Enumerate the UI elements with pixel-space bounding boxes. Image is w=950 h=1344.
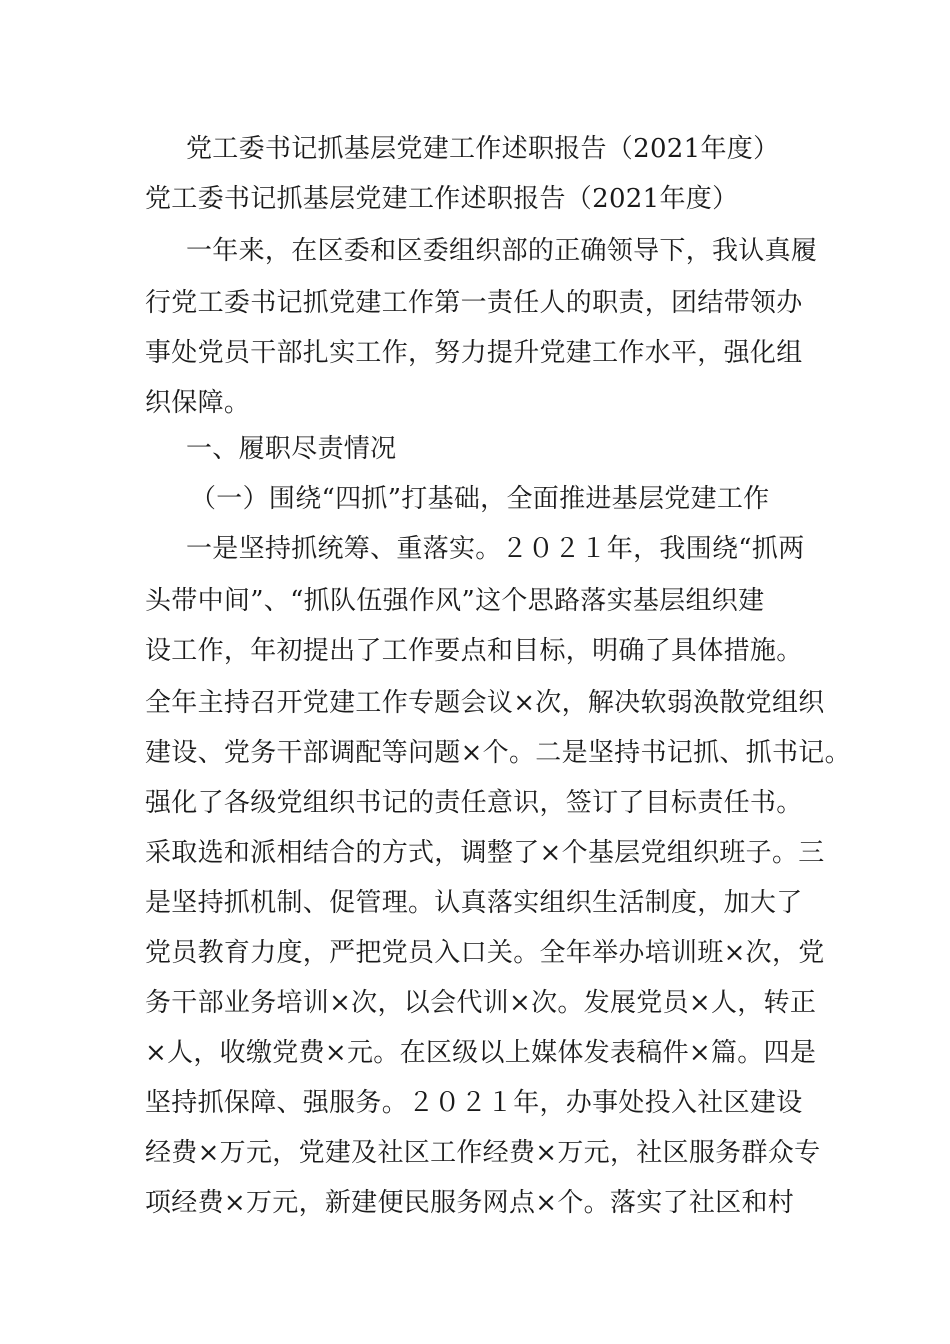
body-line: 经费×万元，党建及社区工作经费×万元，社区服务群众专 [145, 1138, 821, 1168]
body-line: 一是坚持抓统筹、重落实。２０２１年，我围绕“抓两 [186, 534, 805, 564]
intro-line: 织保障。 [145, 388, 251, 418]
body-line: ×人，收缴党费×元。在区级以上媒体发表稿件×篇。四是 [145, 1038, 817, 1068]
body-line: 强化了各级党组织书记的责任意识，签订了目标责任书。 [145, 788, 803, 818]
intro-line: 一年来，在区委和区委组织部的正确领导下，我认真履 [186, 236, 818, 266]
subsection-heading: （一）围绕“四抓”打基础，全面推进基层党建工作 [190, 484, 770, 514]
intro-line: 行党工委书记抓党建工作第一责任人的职责，团结带领办 [145, 288, 803, 318]
document-title: 党工委书记抓基层党建工作述职报告（2021年度） [186, 134, 780, 164]
body-line: 是坚持抓机制、促管理。认真落实组织生活制度，加大了 [145, 888, 803, 918]
intro-line: 事处党员干部扎实工作，努力提升党建工作水平，强化组 [145, 338, 803, 368]
body-line: 坚持抓保障、强服务。２０２１年，办事处投入社区建设 [145, 1088, 803, 1118]
section-heading: 一、履职尽责情况 [186, 434, 397, 464]
body-line: 务干部业务培训×次，以会代训×次。发展党员×人，转正 [145, 988, 817, 1018]
body-line: 采取选和派相结合的方式，调整了×个基层党组织班子。三 [145, 838, 825, 868]
body-line: 全年主持召开党建工作专题会议×次，解决软弱涣散党组织 [145, 688, 825, 718]
body-line: 头带中间”、“抓队伍强作风”这个思路落实基层组织建 [145, 586, 765, 616]
body-line: 建设、党务干部调配等问题×个。二是坚持书记抓、抓书记。 [145, 738, 851, 768]
body-line: 设工作，年初提出了工作要点和目标，明确了具体措施。 [145, 636, 803, 666]
body-line: 党员教育力度，严把党员入口关。全年举办培训班×次，党 [145, 938, 825, 968]
document-title-repeat: 党工委书记抓基层党建工作述职报告（2021年度） [145, 184, 739, 214]
body-line: 项经费×万元，新建便民服务网点×个。落实了社区和村 [145, 1188, 795, 1218]
